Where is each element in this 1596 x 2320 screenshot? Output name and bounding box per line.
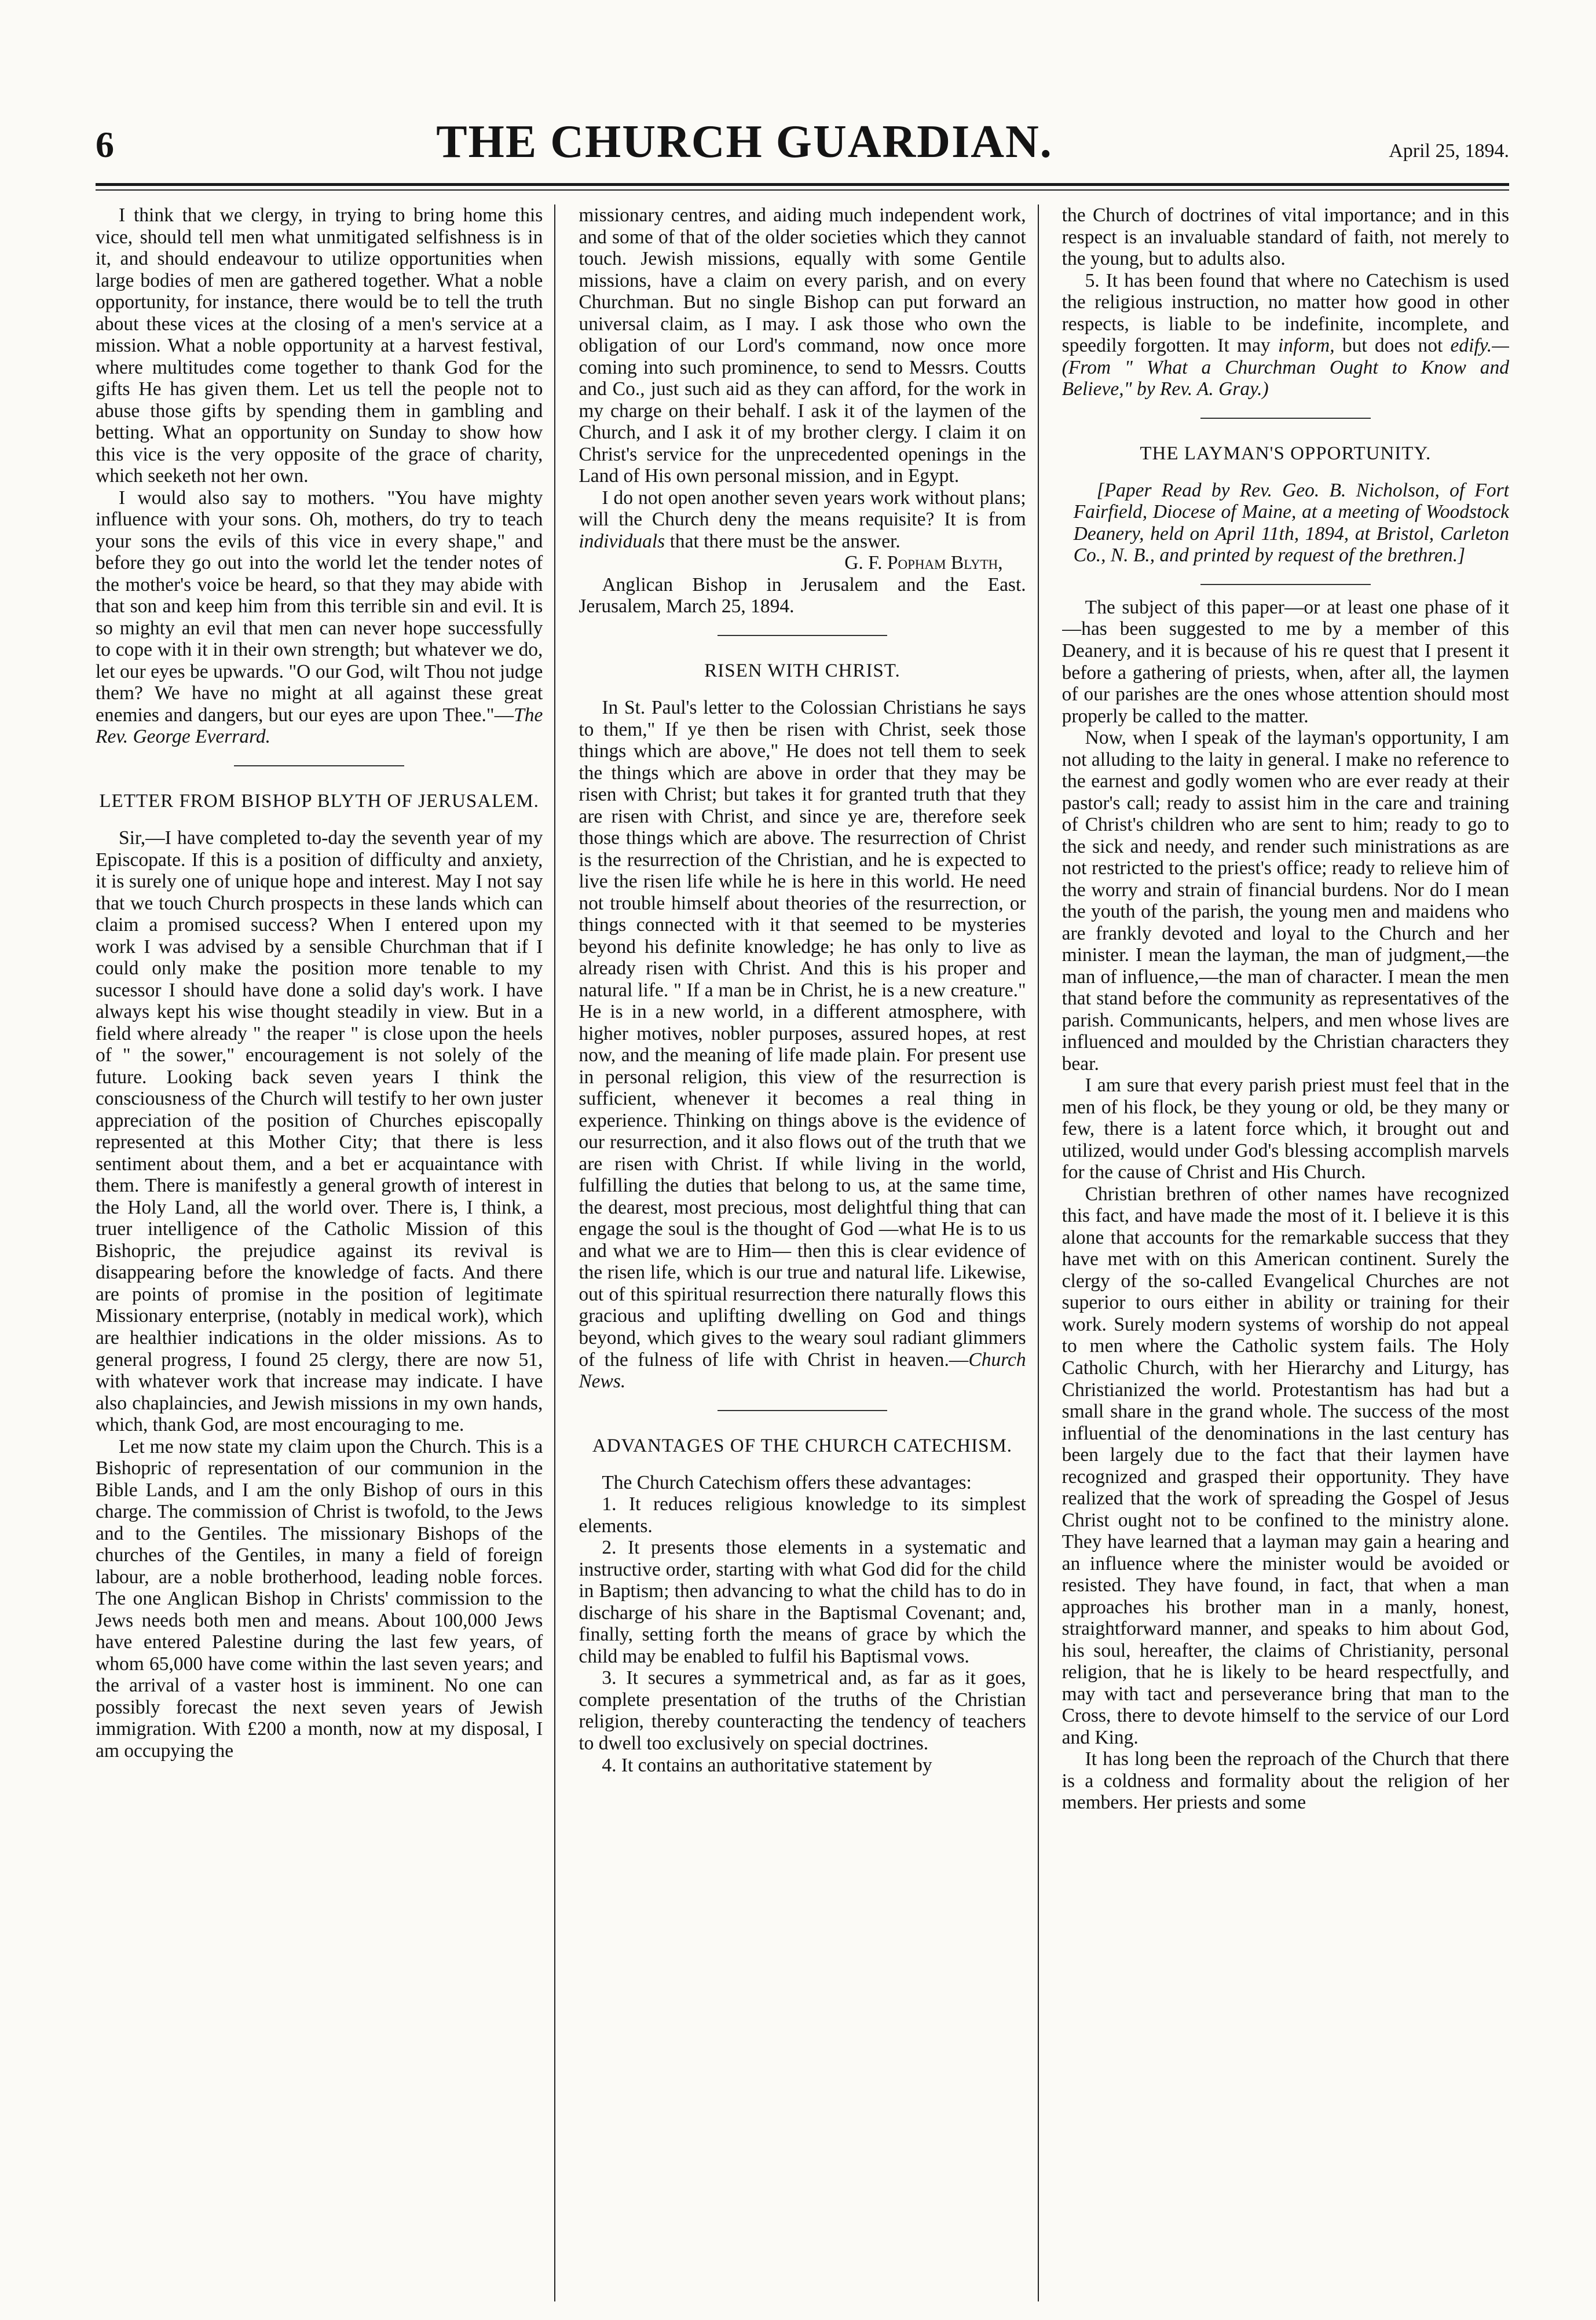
author-credit: The Rev. George Everrard. [96,704,543,748]
source-credit: Church News. [579,1349,1026,1393]
section-divider [1200,584,1370,585]
list-item: 1. It reduces religious knowledge to its simplest elements. [579,1493,1026,1537]
section-heading: THE LAYMAN'S OPPORTUNITY. [1140,443,1432,464]
section-divider [718,1410,887,1411]
paragraph: the Church of doctrines of vital importance; and in this respect is an invaluable standard of faith, not merely to the young, but to adults also. [1061,204,1509,270]
masthead [96,116,1509,180]
paragraph: The subject of this paper—or at least one phase of it—has been suggested to me by a member of this Deanery, and it is because of his re quest that I present it before a gathering of priests, when, after all, the laymen of our parishes are the ones whose attention should most properly be called to the matter. [1061,596,1509,727]
signature-name: G. F. Popham Blyth, [844,552,1003,574]
section-divider [1200,418,1370,419]
article-columns [96,204,1509,2301]
signature-title: Anglican Bishop in Jerusalem and the East. Jerusalem, March 25, 1894. [579,573,1026,618]
paragraph: Sir,—I have completed to-day the seventh year of my Episcopate. If this is a position of difficulty and anxiety, it is surely one of unique hope and interest. May I not say that we touch Church prospects in these lands which can claim a promised success? When I entered upon my work I was advised by a sensible Churchman that if I could only make the position more tenable to my sucessor I should have done a solid day's work. I have always kept his wise thought steadily in view. But in a field where already " the reaper " is close upon the heels of " the sower," encouragement is not solely of the future. Looking back seven years I think the consciousness of the Church will testify to her own juster appreciation of the position of Churches episcopally represented at this Mother City; that there is less sentiment about them, and a bet er acquaintance with them. There is manifestly a general growth of interest in the Holy Land, all the world over. There is, I think, a truer intelligence of the Catholic Mission of this Bishopric, the prejudice against its revival is disappearing before the knowledge of facts. And there are points of promise in the position of legitimate Missionary enterprise, (notably in medical work), which are healthier indications in the older missions. As to general progress, I found 25 clergy, there are now 51, with whatever work that increase may indicate. I have also chaplaincies, and Jewish missions in my own hands, which, thank God, are most encouraging to me. [96,827,543,1436]
column-1 [96,204,555,2301]
header-rule-thin [96,189,1509,191]
paragraph: Let me now state my claim upon the Church. This is a Bishopric of representation of our communion in the Bible Lands, and I am the only Bishop of ours in this charge. The commission of Christ is twofold, to the Jews and to the Gentiles. The missionary Bishops of the churches of the Gentiles, in many a field of foreign labour, are a noble brotherhood, leading noble forces. The one Anglican Bishop in Christs' commission to the Jews needs both men and means. About 100,000 Jews have entered Palestine during the last few years, of whom 65,000 have come within the last seven years; and the arrival of a vaster host is imminent. No one can possibly forecast the next seven years of Jewish immigration. With £200 a month, now at my disposal, I am occupying the [96,1435,543,1762]
newspaper-title: THE CHURCH GUARDIAN. [436,116,1053,167]
page-number: 6 [96,124,114,165]
paragraph: I would also say to mothers. "You have mighty influence with your sons. Oh, mothers, do try to teach your sons the evils of this vice in every shape," and before they go out into the world let the tender notes of the mother's voice be heard, so that they may abide with that son and keep him from this terrible sin and evil. It is so mighty an evil that men can never hope successfully to cope with it in their own strength; but whatever we do, let our eyes be upwards. "O our God, wilt Thou not judge them? We have no might at all against these great enemies and dangers, but our eyes are upon Thee."—The Rev. George Everrard. [96,487,543,748]
section-divider [234,765,404,766]
column-2 [579,204,1038,2301]
paragraph: Christian brethren of other names have recognized this fact, and have made the most of it. I believe it is this alone that accounts for the remarkable success that they have met with on this American continent. Surely the clergy of the so-called Evangelical Churches are not superior to ours either in ability or training for their work. Surely modern systems of worship do not appeal to men where the Catholic system fails. The Holy Catholic Church, with her Hierarchy and Liturgy, has Christianized the world. Protestantism has had but a small share in the grand whole. The success of the most influential of the denominations in the last century has been largely due to the fact that their laymen have recognized and grasped their opportunity. They have realized that the work of spreading the Gospel of Jesus Christ ought not to be confined to the ministry alone. They have learned that a layman may gain a hearing and an influence where the minister would be avoided or resisted. They have found, in fact, that when a man approaches his brother man in a manly, honest, straightforward manner, and speaks to him about God, his soul, hereafter, the claims of Christianity, personal religion, that he is likely to be heard respectfully, and may with tact and perseverance bring that man to the Cross, there to devote himself to the service of our Lord and King. [1061,1183,1509,1748]
paragraph: I do not open another seven years work without plans; will the Church deny the means requisite? It is from individuals that there must be the answer. [579,487,1026,552]
list-item: 2. It presents those elements in a systematic and instructive order, starting with what God did for the child in Baptism; then advancing to what the child has to do in discharge of his share in the Baptismal Covenant; and, finally, setting forth the means of grace by which the child may be enabled to fulfil his Baptismal vows. [579,1537,1026,1667]
section-heading: LETTER FROM BISHOP BLYTH OF JERUSALEM. [99,790,539,812]
header-rule [96,183,1509,186]
paragraph: I think that we clergy, in trying to bring home this vice, should tell men what unmitigated selfishness is in it, and should endeavour to utilize opportunities when large bodies of men are gathered together. What a noble opportunity, for instance, there would be to tell the truth about these vices at the closing of a men's service at a mission. What a noble opportunity at a harvest festival, where multitudes come together to thank God for the gifts He has given them. Let us tell the people not to abuse those gifts by spending them in gambling and betting. What an opportunity on Sunday to show how this vice is the very opposite of the grace of charity, which seeketh not her own. [96,204,543,487]
paragraph: missionary centres, and aiding much independent work, and some of that of the older societies which they cannot touch. Jewish missions, equally with some Gentile missions, have a claim on every parish, and on every Churchman. But no single Bishop can put forward an universal claim, as I may. I ask those who own the obligation of our Lord's command, now once more coming into such prominence, to send to Messrs. Coutts and Co., just such aid as they can afford, for the work in my charge on their behalf. I ask it of the laymen of the Church, and I ask it of my brother clergy. I claim it on Christ's service for the unprecedented openings in the Land of His own personal mission, and in Egypt. [579,204,1026,487]
paragraph: I am sure that every parish priest must feel that in the men of his flock, be they young or old, be they many or few, there is a latent force which, it brought out and utilized, would under God's blessing accomplish marvels for the cause of Christ and His Church. [1061,1075,1509,1183]
paragraph: In St. Paul's letter to the Colossian Christians he says to them," If ye then be risen with Christ, seek those things which are above," He does not tell them to seek the things which are above in order that they may be risen with Christ; but takes it for granted truth that they are risen with Christ, and since ye are, therefore seek those things which are above. The resurrection of Christ is the resurrection of the Christian, and he is expected to live the risen life while he is here in this world. He need not trouble himself about theories of the resurrection, or things connected with it that seemed to be mysteries beyond his definite knowledge; he has only to live as already risen with Christ. And this is his proper and natural life. " If a man be in Christ, he is a new creature." He is in a new world, in a different atmosphere, with higher motives, nobler purposes, assured hopes, at rest now, and the meaning of life made plain. For present use in personal religion, this view of the resurrection is sufficient, whenever it becomes a real thing in experience. Thinking on things above is the evidence of our resurrection, and it also flows out of the truth that we are risen with Christ. If while living in the world, fulfilling the duties that belong to us, at the same time, the dearest, most precious, most delightful thing that can engage the soul is the thought of God —what He is to us and what we are to Him— then this is clear evidence of the risen life, which is our true and natural life. Likewise, out of this spiritual resurrection there naturally flows this gracious and uplifting dwelling on God and things beyond, which gives to the weary soul radiant glimmers of the fulness of life with Christ in heaven.—Church News. [579,697,1026,1393]
paragraph: It has long been the reproach of the Church that there is a coldness and formality about the religion of her members. Her priests and some [1061,1748,1509,1814]
section-heading: RISEN WITH CHRIST. [704,660,901,681]
paragraph: The Church Catechism offers these advantages: [602,1471,972,1493]
source-credit: —(From " What a Churchman Ought to Know and Believe," by Rev. A. Gray.) [1061,335,1509,400]
editor-note: [Paper Read by Rev. Geo. B. Nicholson, of Fort Fairfield, Diocese of Maine, at a meeting of Woodstock Deanery, held on April 11th, 1894, at Bristol, Carleton Co., N. B., and printed by request of the brethren.] [1073,479,1509,567]
list-item: 4. It contains an authoritative statement by [602,1754,932,1776]
list-item: 3. It secures a symmetrical and, as far as it goes, complete presentation of the truths of the Christian religion, thereby counteracting the tendency of teachers to dwell too exclusively on special doctrines. [579,1667,1026,1754]
section-divider [718,635,887,636]
issue-date: April 25, 1894. [1389,140,1509,162]
column-3 [1062,204,1509,2301]
paragraph: Now, when I speak of the layman's opportunity, I am not alluding to the laity in general. I make no reference to the earnest and godly women who are ever ready at their pastor's call; ready to assist him in the care and training of Christ's children who are sent to him; ready to go to the sick and needy, and render such ministrations as are not restricted to the priest's office; ready to relieve him of the worry and strain of financial burdens. Nor do I mean the youth of the parish, the young men and maidens who are frankly devoted and loyal to the Church and her minister. I mean the layman, the man of judgment,—the man of influence,—the man of character. I mean the men that stand before the community as representatives of the parish. Communicants, helpers, and men whose lives are influenced and moulded by the Christian characters they bear. [1061,727,1509,1075]
section-heading: ADVANTAGES OF THE CHURCH CATECHISM. [592,1435,1013,1456]
paragraph: 5. It has been found that where no Catechism is used the religious instruction, no matter how good in other respects, is liable to be indefinite, incomplete, and speedily forgotten. It may inform, but does not edify.—(From " What a Churchman Ought to Know and Believe," by Rev. A. Gray.) [1061,269,1509,400]
